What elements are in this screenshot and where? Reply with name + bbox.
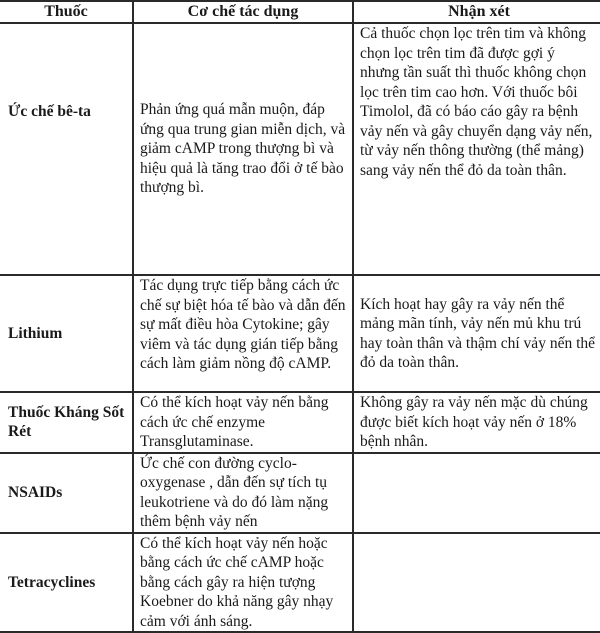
drug-name: Thuốc Kháng Sốt Rét (0, 392, 133, 453)
header-remark: Nhận xét (353, 1, 600, 23)
table-row (0, 453, 600, 533)
mechanism-cell: Tác dụng trực tiếp bằng cách ức chế sự biệt hóa tế bào và dẫn đến sự mất điều hòa Cytokine; gây viêm và tác dụng gián tiếp bằng cách làm giảm nồng độ cAMP. (133, 275, 353, 392)
remark-cell: Cả thuốc chọn lọc trên tim và không chọn lọc trên tim đã được gợi ý nhưng tần suất thì thuốc không chọn lọc trên tim cao hơn. Với thuốc bôi Timolol, đã có báo cáo gây ra bệnh vảy nến và gây chuyển dạng vảy nến, từ vảy nến thông thường (thể mảng) sang vảy nến thể đỏ da toàn thân. (353, 23, 600, 275)
header-drug: Thuốc (0, 1, 133, 23)
mechanism-cell: Có thể kích hoạt vảy nến hoặc bằng cách ức chế cAMP hoặc bằng cách gây ra hiện tượng Koebner do khả năng gây nhạy cảm với ánh sáng. (133, 533, 353, 633)
mechanism-cell: Phản ứng quá mẫn muộn, đáp ứng qua trung gian miễn dịch, và giảm cAMP trong thượng bì và hiệu quả là tăng trao đổi ở tế bào thượng bì. (133, 23, 353, 275)
drug-name: NSAIDs (0, 453, 133, 533)
table-row (0, 23, 600, 275)
remark-cell (353, 453, 600, 533)
remark-cell: Không gây ra vảy nến mặc dù chúng được biết kích hoạt vảy nến ở 18% bệnh nhân. (353, 392, 600, 453)
mechanism-cell: Có thể kích hoạt vảy nến bằng cách ức chế enzyme Transglutaminase. (133, 392, 353, 453)
table-row (0, 392, 600, 453)
drug-name: Lithium (0, 275, 133, 392)
table-row (0, 275, 600, 392)
table-header-row (0, 1, 600, 23)
table-row (0, 533, 600, 633)
remark-cell: Kích hoạt hay gây ra vảy nến thể mảng mãn tính, vảy nến mủ khu trú hay toàn thân và thậm chí vảy nến thể đỏ da toàn thân. (353, 275, 600, 392)
drug-name: Ức chế bê-ta (0, 23, 133, 275)
remark-cell (353, 533, 600, 633)
drug-name: Tetracyclines (0, 533, 133, 633)
header-mechanism: Cơ chế tác dụng (133, 1, 353, 23)
mechanism-cell: Ức chế con đường cyclo-oxygenase , dẫn đến sự tích tụ leukotriene và do đó làm nặng thêm bệnh vảy nến (133, 453, 353, 533)
